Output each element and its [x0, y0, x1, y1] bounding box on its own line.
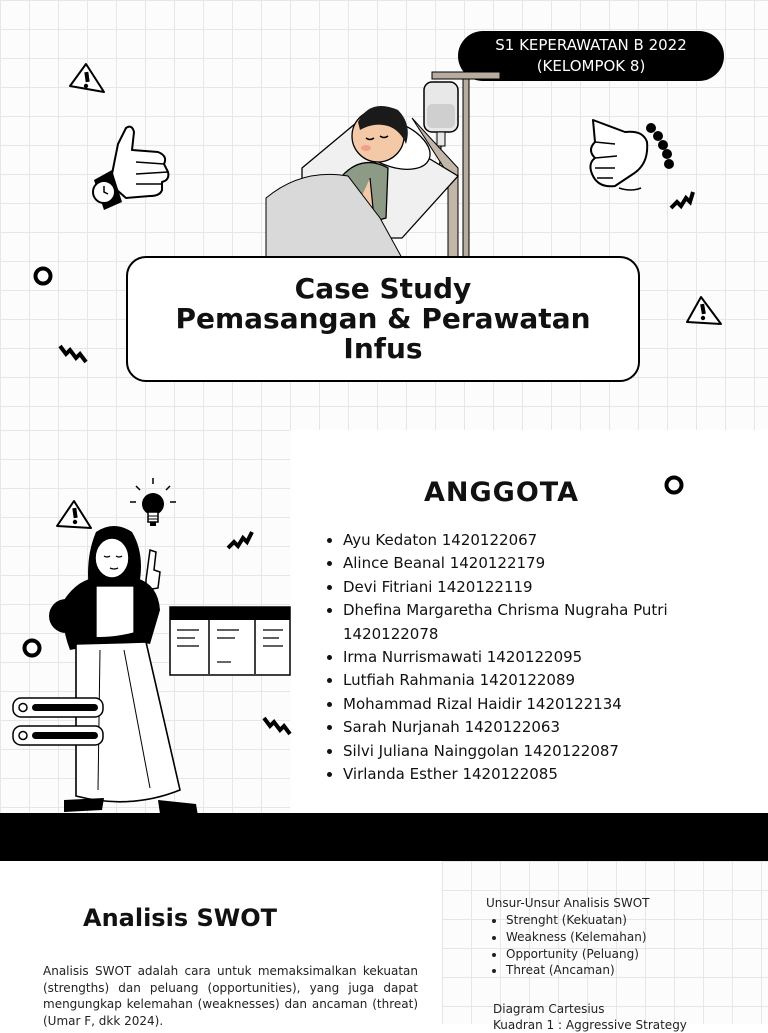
list-item: • Opportunity (Peluang)	[506, 946, 647, 963]
thumbs-up-icon	[88, 122, 180, 214]
swot-description: Analisis SWOT adalah cara untuk memaksimalkan kekuatan (strengths) dan peluang (opportunities), yang juga dapat mengungkap kelemahan (weaknesses) dan ancaman (threat) (Umar F, dkk 2024).	[43, 964, 418, 1028]
list-item: • Lutfiah Rahmania 1420122089	[343, 669, 743, 692]
title-line-2: Pemasangan & Perawatan	[175, 302, 591, 335]
zigzag-icon	[226, 526, 254, 552]
list-item: • Dhefina Margaretha Chrisma Nugraha Putri 1420122078	[343, 599, 743, 646]
members-heading: ANGGOTA	[424, 477, 579, 508]
ring-icon	[32, 265, 54, 287]
warning-icon	[66, 60, 108, 98]
members-list	[330, 529, 743, 786]
ring-icon	[663, 474, 685, 496]
zigzag-icon	[669, 186, 695, 212]
list-item: • Devi Fitriani 1420122119	[343, 576, 743, 599]
members-slide	[0, 430, 768, 813]
list-item: • Irma Nurrismawati 1420122095	[343, 646, 743, 669]
swot-title: Analisis SWOT	[83, 904, 277, 932]
divider-bar	[0, 813, 768, 861]
swot-elements-list	[492, 912, 647, 979]
zigzag-icon	[58, 342, 88, 366]
title-line-3: Infus	[343, 332, 423, 365]
class-badge-line2: (KELOMPOK 8)	[536, 57, 646, 75]
diagram-quadrant-line: Kuadran 1 : Aggressive Strategy	[493, 1018, 687, 1032]
slider-bars-graphic	[12, 696, 106, 748]
swot-slide	[0, 861, 768, 1032]
cover-slide	[0, 0, 768, 430]
swot-elements-heading: Unsur-Unsur Analisis SWOT	[486, 896, 650, 910]
list-item: • Alince Beanal 1420122179	[343, 552, 743, 575]
pointing-hand-icon	[585, 112, 677, 196]
zigzag-icon	[262, 714, 292, 738]
list-item: • Strenght (Kekuatan)	[506, 912, 647, 929]
list-item: • Threat (Ancaman)	[506, 962, 647, 979]
list-item: • Sarah Nurjanah 1420122063	[343, 716, 743, 739]
ring-icon	[21, 637, 43, 659]
patient-illustration	[262, 68, 506, 258]
title-line-1: Case Study	[294, 272, 472, 305]
list-item: • Ayu Kedaton 1420122067	[343, 529, 743, 552]
warning-icon	[684, 294, 724, 328]
class-badge-line1: S1 KEPERAWATAN B 2022	[495, 36, 687, 54]
list-item: • Weakness (Kelemahan)	[506, 929, 647, 946]
list-item: • Virlanda Esther 1420122085	[343, 763, 743, 786]
diagram-section	[493, 1001, 687, 1033]
diagram-heading: Diagram Cartesius	[493, 1002, 605, 1016]
title-box	[126, 256, 640, 382]
list-item: • Mohammad Rizal Haidir 1420122134	[343, 693, 743, 716]
list-item: • Silvi Juliana Nainggolan 1420122087	[343, 740, 743, 763]
board-graphic	[169, 606, 291, 676]
